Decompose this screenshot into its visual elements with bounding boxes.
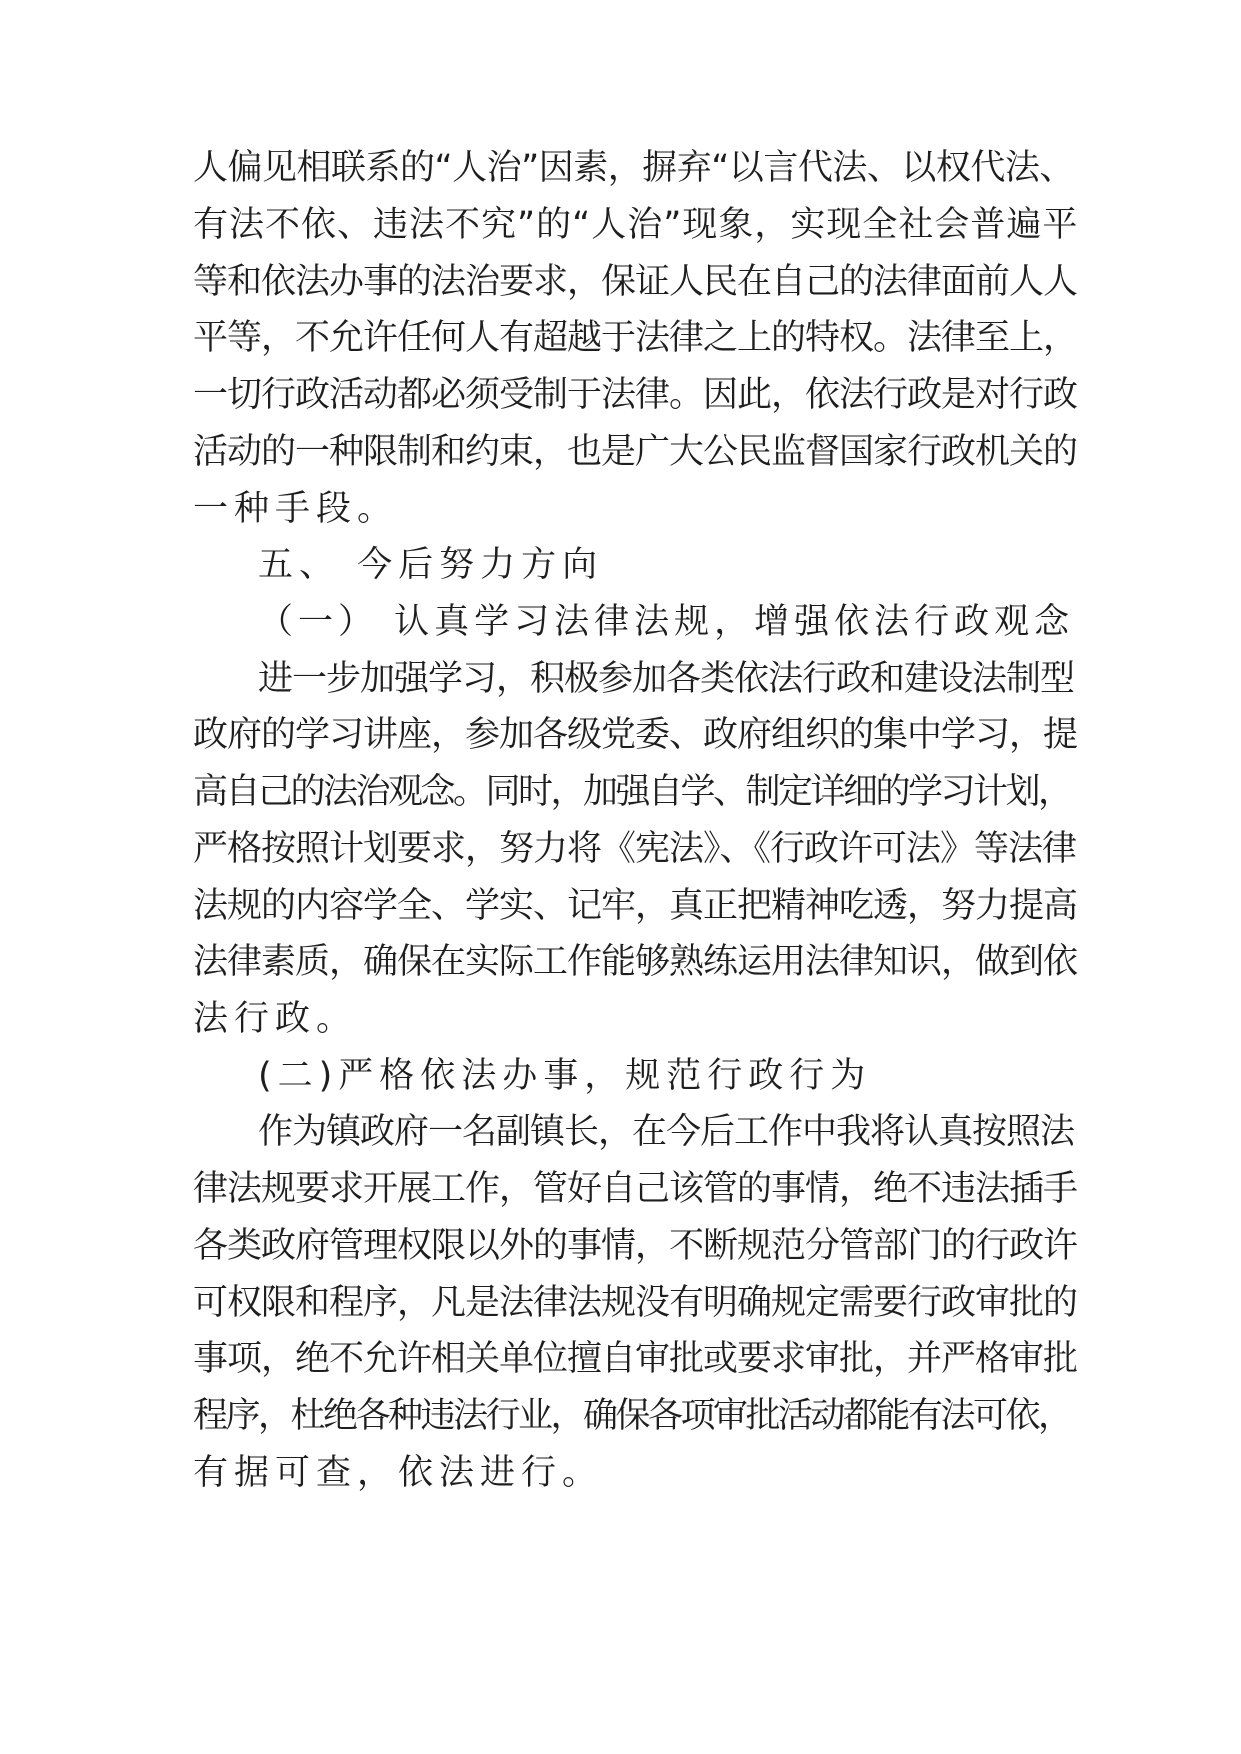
body-text-line: 有据可查，依法进行。 xyxy=(193,1453,604,1493)
body-text-line: 平等，不允许任何人有超越于法律之上的特权。法律至上， xyxy=(193,318,1078,358)
body-text-line: 各类政府管理权限以外的事情，不断规范分管部门的行政许 xyxy=(193,1226,1078,1266)
body-text-line: 高自己的法治观念。同时，加强自学、制定详细的学习计划， xyxy=(193,772,1071,812)
body-text-line: 程序，杜绝各种违法行业，确保各项审批活动都能有法可依， xyxy=(193,1396,1071,1436)
body-text-line: 等和依法办事的法治要求，保证人民在自己的法律面前人人 xyxy=(193,262,1078,302)
body-text-line: 进一步加强学习，积极参加各类依法行政和建设法制型 xyxy=(258,659,1075,699)
body-text-line: 作为镇政府一名副镇长，在今后工作中我将认真按照法 xyxy=(258,1112,1075,1152)
body-text-line: 一种手段。 xyxy=(193,489,399,529)
body-text-line: 有法不依、违法不究”的“人治”现象，实现全社会普遍平 xyxy=(193,205,1079,245)
body-text-line: 事项，绝不允许相关单位擅自审批或要求审批，并严格审批 xyxy=(193,1339,1078,1379)
body-text-line: 法行政。 xyxy=(193,999,358,1039)
body-text-line: 人偏见相联系的“人治”因素，摒弃“以言代法、以权代法、 xyxy=(193,148,1074,188)
body-text-line: 活动的一种限制和约束，也是广大公民监督国家行政机关的 xyxy=(193,432,1078,472)
body-text-line: 严格按照计划要求，努力将《宪法》、《行政许可法》等法律 xyxy=(193,829,1077,869)
body-text-line: 可权限和程序，凡是法律法规没有明确规定需要行政审批的 xyxy=(193,1283,1078,1323)
subsection-heading: (二)严格依法办事，规范行政行为 xyxy=(258,1056,872,1096)
section-heading: 五、 今后努力方向 xyxy=(258,545,604,585)
body-text-line: 一切行政活动都必须受制于法律。因此，依法行政是对行政 xyxy=(193,375,1078,415)
body-text-line: 政府的学习讲座，参加各级党委、政府组织的集中学习，提 xyxy=(193,715,1078,755)
body-text-line: 法规的内容学全、学实、记牢，真正把精神吃透，努力提高 xyxy=(193,886,1078,926)
body-text-line: 律法规要求开展工作，管好自己该管的事情，绝不违法插手 xyxy=(193,1169,1078,1209)
body-text-line: 法律素质，确保在实际工作能够熟练运用法律知识，做到依 xyxy=(193,942,1078,982)
subsection-heading: （一） 认真学习法律法规，增强依法行政观念 xyxy=(258,602,1075,642)
